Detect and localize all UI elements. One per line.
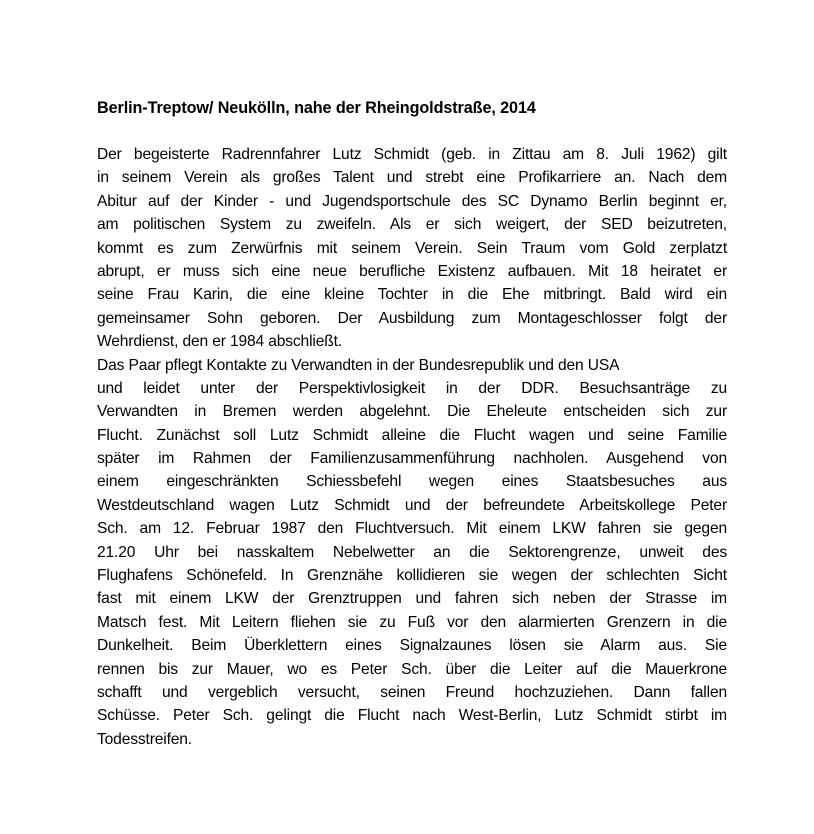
text-line: am politischen System zu zweifeln. Als er sich weigert, der SED beizutreten, — [97, 216, 727, 234]
text-line: Der begeisterte Radrennfahrer Lutz Schmidt (geb. in Zittau am 8. Juli 1962) gilt — [97, 146, 727, 163]
text-line: Matsch fest. Mit Leitern fliehen sie zu Fuß vor den alarmierten Grenzern in die — [97, 613, 727, 631]
document-title: Berlin-Treptow/ Neukölln, nahe der Rheingoldstraße, 2014 — [97, 99, 536, 117]
text-line: Verwandten in Bremen werden abgelehnt. Die Eheleute entscheiden sich zur — [97, 403, 727, 421]
text-line: Westdeutschland wagen Lutz Schmidt und der befreundete Arbeitskollege Peter — [97, 496, 727, 514]
text-line: abrupt, er muss sich eine neue berufliche Existenz aufbauen. Mit 18 heiratet er — [97, 262, 727, 280]
text-line: und leidet unter der Perspektivlosigkeit in der DDR. Besuchsanträge zu — [97, 379, 727, 397]
text-line: Dunkelheit. Beim Überklettern eines Signalzaunes lösen sie Alarm aus. Sie — [97, 637, 727, 655]
document-body — [97, 143, 727, 751]
paragraph-escape-attempt — [97, 377, 727, 751]
text-line: kommt es zum Zerwürfnis mit seinem Verein. Sein Traum vom Gold zerplatzt — [97, 239, 727, 257]
paragraph-biography — [97, 143, 727, 354]
text-line: schafft und vergeblich versucht, seinen Freund hochzuziehen. Dann fallen — [97, 683, 727, 701]
text-line: Schüsse. Peter Sch. gelingt die Flucht nach West-Berlin, Lutz Schmidt stirbt im — [97, 707, 727, 725]
text-line: Abitur auf der Kinder - und Jugendsportschule des SC Dynamo Berlin beginnt er, — [97, 192, 727, 210]
text-line: später im Rahmen der Familienzusammenführung nachholen. Ausgehend von — [97, 450, 727, 468]
text-line: Todesstreifen. — [97, 730, 192, 748]
text-line: Das Paar pflegt Kontakte zu Verwandten in der Bundesrepublik und den USA — [97, 356, 620, 374]
text-line: rennen bis zur Mauer, wo es Peter Sch. über die Leiter auf die Mauerkrone — [97, 660, 727, 678]
text-line: Wehrdienst, den er 1984 abschließt. — [97, 333, 342, 351]
text-line: 21.20 Uhr bei nasskaltem Nebelwetter an die Sektorengrenze, unweit des — [97, 543, 727, 561]
text-line: fast mit einem LKW der Grenztruppen und fahren sich neben der Strasse im — [97, 590, 727, 608]
text-line: einem eingeschränkten Schiessbefehl wegen eines Staatsbesuches aus — [97, 473, 727, 491]
paragraph-contacts — [97, 354, 727, 377]
text-line: seine Frau Karin, die eine kleine Tochter in die Ehe mitbringt. Bald wird ein — [97, 286, 727, 304]
text-line: in seinem Verein als großes Talent und strebt eine Profikarriere an. Nach dem — [97, 169, 727, 187]
text-line: gemeinsamer Sohn geboren. Der Ausbildung zum Montageschlosser folgt der — [97, 309, 727, 327]
text-line: Sch. am 12. Februar 1987 den Fluchtversuch. Mit einem LKW fahren sie gegen — [97, 520, 727, 538]
text-line: Flucht. Zunächst soll Lutz Schmidt alleine die Flucht wagen und seine Familie — [97, 426, 727, 444]
document-page — [97, 97, 727, 751]
text-line: Flughafens Schönefeld. In Grenznähe kollidieren sie wegen der schlechten Sicht — [97, 567, 727, 585]
